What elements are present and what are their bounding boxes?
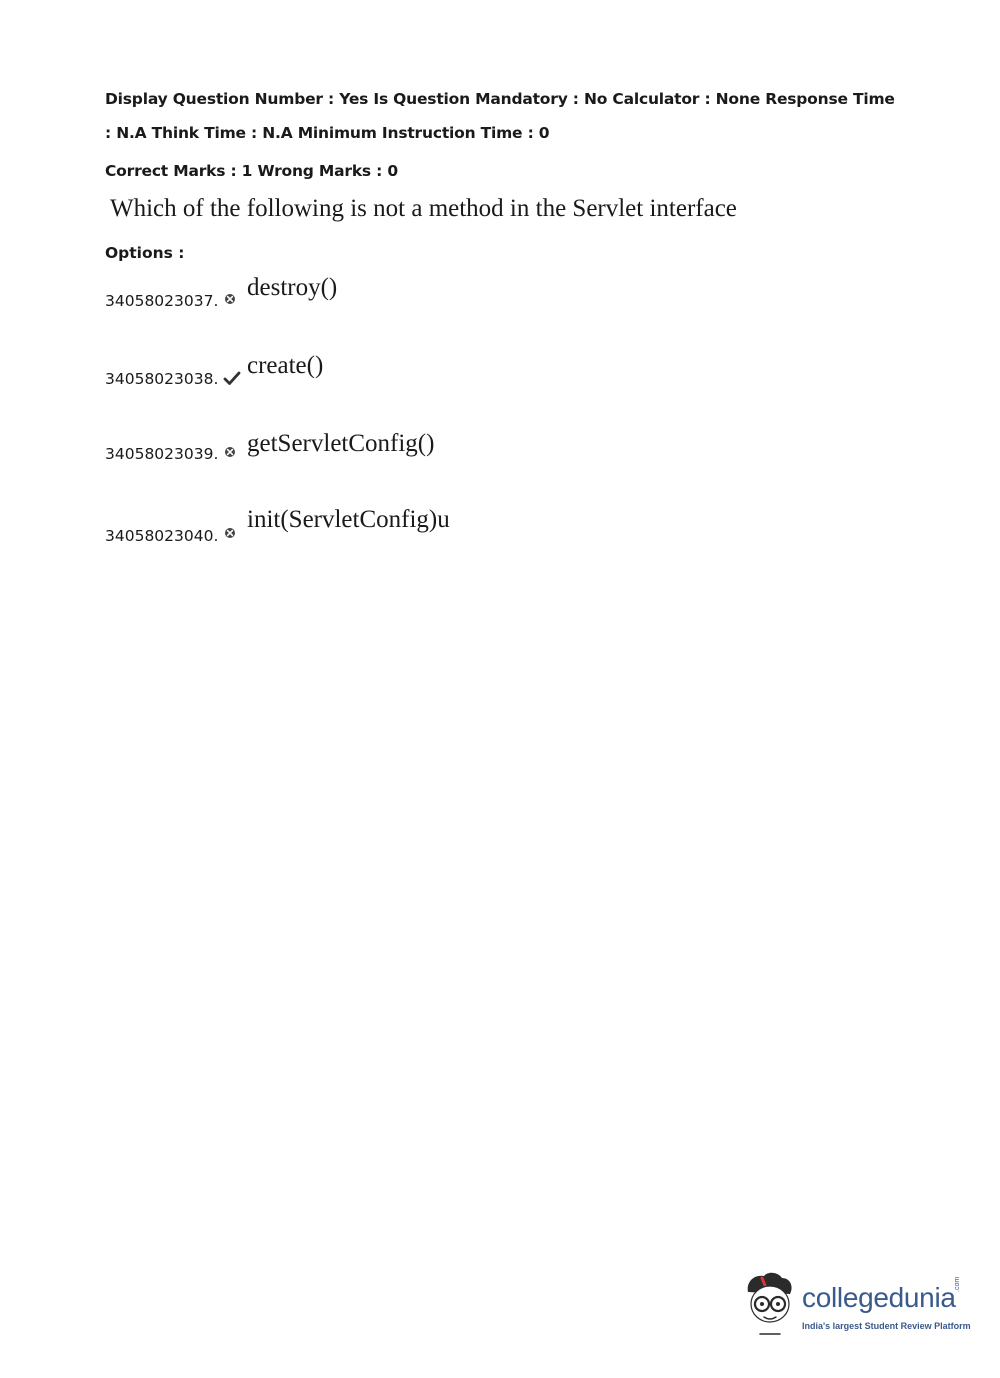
brand-tagline: India's largest Student Review Platform <box>802 1321 971 1331</box>
option-row <box>0 272 1000 332</box>
option-id: 34058023037. <box>105 292 219 310</box>
check-icon <box>223 370 241 386</box>
brand-name: collegedunia <box>802 1282 956 1313</box>
cross-icon <box>222 525 238 541</box>
option-text: init(ServletConfig)u <box>247 506 450 533</box>
cross-icon <box>222 291 238 307</box>
option-row <box>0 352 1000 412</box>
mascot-icon <box>740 1270 800 1342</box>
option-id: 34058023038. <box>105 370 219 388</box>
options-label: Options : <box>105 244 185 262</box>
collegedunia-logo <box>740 1270 970 1350</box>
option-id: 34058023039. <box>105 445 219 463</box>
option-id: 34058023040. <box>105 527 219 545</box>
option-text: getServletConfig() <box>247 430 435 457</box>
option-text: create() <box>247 352 324 379</box>
option-text: destroy() <box>247 274 338 301</box>
brand-suffix: .com <box>954 1276 961 1292</box>
metadata-line-2: : N.A Think Time : N.A Minimum Instruction Time : 0 <box>105 124 550 142</box>
question-text: Which of the following is not a method in the Servlet interface <box>110 195 737 222</box>
option-row <box>0 506 1000 566</box>
metadata-line-1: Display Question Number : Yes Is Question Mandatory : No Calculator : None Response Time <box>105 90 895 108</box>
cross-icon <box>222 444 238 460</box>
marks-line: Correct Marks : 1 Wrong Marks : 0 <box>105 162 398 180</box>
option-row <box>0 430 1000 490</box>
